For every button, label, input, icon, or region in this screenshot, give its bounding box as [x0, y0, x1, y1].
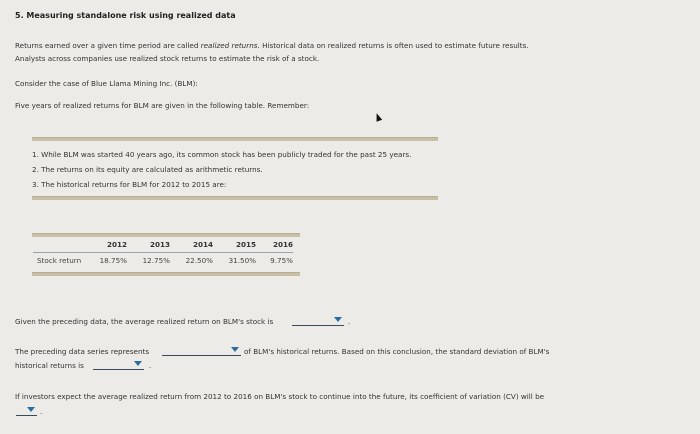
notes-top-divider — [32, 137, 438, 141]
notes-bottom-divider — [32, 196, 438, 200]
table-header-2015: 2015 — [213, 240, 256, 253]
table-cell-2015: 31.50% — [228, 256, 256, 265]
note-1: 1. While BLM was started 40 years ago, its common stock has been publicly traded for the past 25 years. — [32, 150, 412, 159]
period: . — [40, 407, 43, 416]
series-prompt-a: The preceding data series represents — [15, 347, 150, 356]
table-cell-2014: 22.50% — [185, 256, 213, 265]
series-type-dropdown[interactable] — [162, 345, 241, 356]
question-title: 5. Measuring standalone risk using realized data — [15, 11, 236, 20]
series-prompt-b: of BLM's historical returns. Based on this conclusion, the standard deviation of BLM's — [244, 347, 550, 356]
table-header-2013: 2013 — [127, 240, 170, 253]
note-2: 2. The returns on its equity are calculated as arithmetic returns. — [32, 165, 263, 174]
table-cell-2016: 9.75% — [270, 256, 293, 265]
intro-paragraph-line2: Analysts across companies use realized stock returns to estimate the risk of a stock. — [15, 54, 320, 63]
five-years-text: Five years of realized returns for BLM are given in the following table. Remember: — [15, 101, 310, 110]
chevron-down-icon — [334, 317, 342, 322]
avg-return-dropdown[interactable] — [292, 315, 344, 326]
cv-dropdown[interactable] — [16, 405, 37, 416]
table-bottom-divider — [32, 272, 300, 276]
intro-emphasis: realized returns — [200, 41, 258, 50]
avg-return-prompt: Given the preceding data, the average realized return on BLM's stock is — [15, 317, 274, 326]
period: . — [149, 361, 152, 370]
table-header-row — [33, 240, 293, 253]
table-top-divider — [32, 233, 300, 237]
returns-table — [33, 240, 293, 265]
table-cell-2013: 12.75% — [142, 256, 170, 265]
mouse-cursor-icon — [374, 112, 382, 122]
note-3: 3. The historical returns for BLM for 2012 to 2015 are: — [32, 180, 227, 189]
chevron-down-icon — [231, 347, 239, 352]
table-row-label: Stock return — [37, 256, 82, 265]
intro-paragraph-line1 — [15, 41, 529, 50]
period: . — [348, 317, 351, 326]
intro-text-b: . Historical data on realized returns is often used to estimate future results. — [257, 41, 529, 50]
series-prompt-c: historical returns is — [15, 361, 84, 370]
table-header-empty — [33, 240, 93, 253]
std-dev-dropdown[interactable] — [93, 359, 144, 370]
consider-text: Consider the case of Blue Llama Mining Inc. (BLM): — [15, 79, 198, 88]
intro-text-a: Returns earned over a given time period are called — [15, 41, 201, 50]
table-cell-2012: 18.75% — [99, 256, 127, 265]
table-row — [33, 253, 293, 266]
table-header-2014: 2014 — [170, 240, 213, 253]
cv-prompt: If investors expect the average realized return from 2012 to 2016 on BLM's stock to continue into the future, its coefficient of variation (CV) will be — [15, 392, 545, 401]
chevron-down-icon — [134, 361, 142, 366]
chevron-down-icon — [27, 407, 35, 412]
table-header-2012: 2012 — [93, 240, 127, 253]
table-header-2016: 2016 — [256, 240, 293, 253]
